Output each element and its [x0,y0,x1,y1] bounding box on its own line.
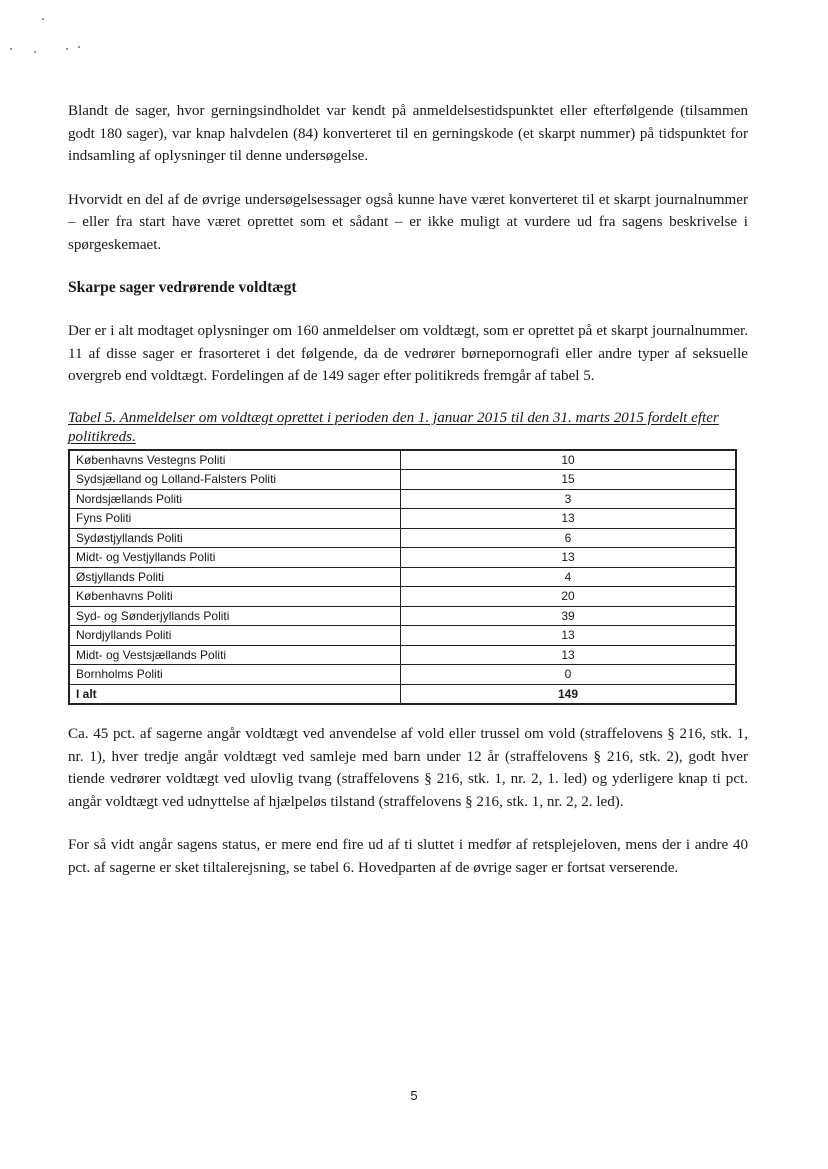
table-row [69,606,736,626]
district-name-cell: Bornholms Politi [69,665,401,685]
case-count-cell: 6 [401,528,737,548]
paragraph-intro: Der er i alt modtaget oplysninger om 160 anmeldelser om voldtægt, som er oprettet på et skarpt journalnummer. 11 af disse sager er frasorteret i det følgende, da de vedrører børnepornografi eller andre typer af seksuelle overgreb end voldtægt. Fordelingen af de 149 sager efter politikreds fremgår af tabel 5. [68,323,748,384]
case-count-cell: 20 [401,587,737,607]
table-row [69,470,736,490]
case-count-cell: 13 [401,626,737,646]
district-name-cell: Sydøstjyllands Politi [69,528,401,548]
case-count-cell: 39 [401,606,737,626]
table-row [69,489,736,509]
table-row [69,626,736,646]
case-count-cell: 15 [401,470,737,490]
case-count-cell: 0 [401,665,737,685]
table-row [69,548,736,568]
table-row [69,450,736,470]
section-heading: Skarpe sager vedrørende voldtægt [68,279,297,296]
scan-speck [42,18,44,20]
total-value-cell: 149 [401,684,737,704]
district-name-cell: Syd- og Sønderjyllands Politi [69,606,401,626]
paragraph-3: Ca. 45 pct. af sagerne angår voldtægt ved anvendelse af vold eller trussel om vold (straffelovens § 216, stk. 1, nr. 1), hver tredje angår voldtægt ved samleje med barn under 12 år (straffelovens § 216, stk. 2), godt hver tiende vedrører voldtægt ved ulovlig tvang (straffelovens § 216, stk. 1, nr. 2, 1. led) og yderligere knap ti pct. angår voldtægt ved udnyttelse af hjælpeløs tilstand (straffelovens § 216, stk. 1, nr. 2, 2. led). [68,726,748,810]
scan-speck [34,51,36,53]
table-row [69,567,736,587]
police-district-table [68,449,737,706]
district-name-cell: Københavns Vestegns Politi [69,450,401,470]
page-number: 5 [410,1088,418,1103]
table-row [69,645,736,665]
table-row [69,587,736,607]
paragraph-4: For så vidt angår sagens status, er mere end fire ud af ti sluttet i medfør af retsplejeloven, mens der i andre 40 pct. af sagerne er sket tiltalerejsning, se tabel 6. Hovedparten af de øvrige sager er fortsat verserende. [68,837,748,876]
table-body [69,450,736,705]
district-name-cell: Københavns Politi [69,587,401,607]
total-label-cell: I alt [69,684,401,704]
table-row [69,509,736,529]
scan-speck [66,48,68,50]
document-body [68,100,748,900]
case-count-cell: 13 [401,548,737,568]
district-name-cell: Nordsjællands Politi [69,489,401,509]
case-count-cell: 4 [401,567,737,587]
district-name-cell: Fyns Politi [69,509,401,529]
scan-speck [78,46,80,48]
case-count-cell: 13 [401,509,737,529]
table-caption [68,409,748,447]
paragraph-2: Hvorvidt en del af de øvrige undersøgelsessager også kunne have været konverteret til et skarpt journalnummer – eller fra start have været oprettet som et sådant – er ikke muligt at vurdere ud fra sagens beskrivelse i spørgeskemaet. [68,191,748,253]
case-count-cell: 3 [401,489,737,509]
table-caption-text: Tabel 5. Anmeldelser om voldtægt oprettet i perioden den 1. januar 2015 til den 31. marts 2015 fordelt efter politikreds. [68,409,719,445]
case-count-cell: 10 [401,450,737,470]
table-total-row [69,684,736,704]
case-count-cell: 13 [401,645,737,665]
district-name-cell: Nordjyllands Politi [69,626,401,646]
scan-speck [10,48,12,50]
table-row [69,665,736,685]
district-name-cell: Østjyllands Politi [69,567,401,587]
district-name-cell: Sydsjælland og Lolland-Falsters Politi [69,470,401,490]
scan-specks [8,8,98,58]
district-name-cell: Midt- og Vestjyllands Politi [69,548,401,568]
district-name-cell: Midt- og Vestsjællands Politi [69,645,401,665]
table-row [69,528,736,548]
paragraph-1: Blandt de sager, hvor gerningsindholdet var kendt på anmeldelsestidspunktet eller efterfølgende (tilsammen godt 180 sager), var knap halvdelen (84) konverteret til en gerningskode (et skarpt nummer) på tidspunktet for indsamling af oplysninger til denne undersøgelse. [68,103,748,164]
